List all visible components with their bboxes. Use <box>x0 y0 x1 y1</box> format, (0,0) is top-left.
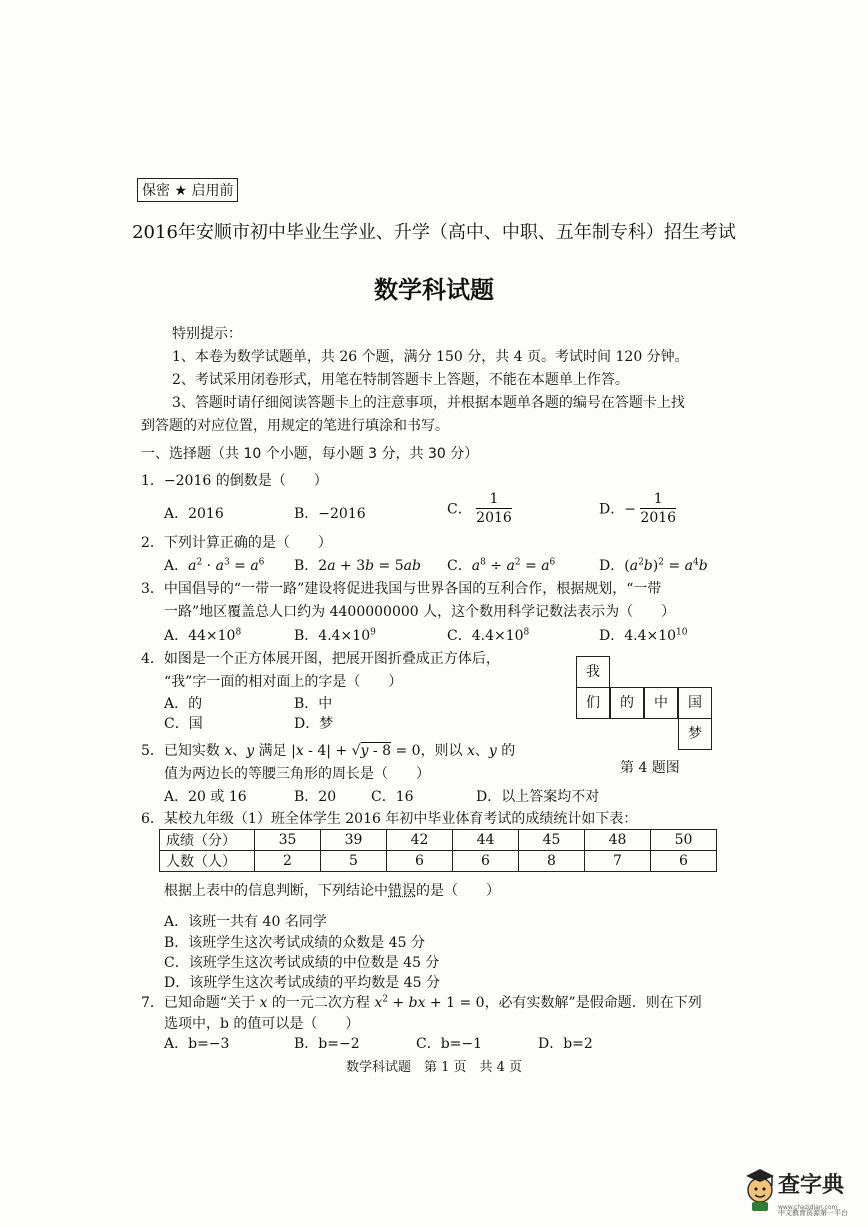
q3-option-d: D．$4.4\times 10^{10}$ <box>599 627 688 644</box>
table-cell: 6 <box>387 851 453 872</box>
q2-option-a: A．$a^2 \cdot a^3 = a^6$ <box>164 557 265 574</box>
q7-option-a: A．b=−3 <box>164 1036 230 1052</box>
table-cell: 48 <box>585 830 651 851</box>
watermark-logo <box>744 1164 854 1216</box>
question-6-stem: 6．某校九年级（1）班全体学生 2016 年初中毕业体育考试的成绩统计如下表： <box>141 811 638 827</box>
table-row <box>160 830 717 851</box>
exam-title: 2016年安顺市初中毕业生学业、升学（高中、中职、五年制专科）招生考试 <box>132 222 736 243</box>
confidential-label: 保密 ★ 启用前 <box>137 178 238 202</box>
q3-option-c: C．$4.4\times 10^8$ <box>447 627 530 644</box>
table-cell: 6 <box>651 851 717 872</box>
question-7-stem: 7．已知命题“关于 x 的一元二次方程 $x^2$ + bx + 1 = 0，必有实数解”是假命题．则在下列 <box>141 994 702 1011</box>
tip-item: 3、答题时请仔细阅读答题卡上的注意事项，并根据本题单各题的编号在答题卡上找 <box>172 395 685 411</box>
section-heading: 一、选择题（共 10 个小题，每小题 3 分，共 30 分） <box>141 446 479 462</box>
cube-face: 的 <box>610 687 644 719</box>
table-cell: 45 <box>519 830 585 851</box>
q7-option-d: D．b=2 <box>538 1036 593 1052</box>
cube-face: 我 <box>576 656 610 688</box>
page-footer: 数学科试题 第 1 页 共 4 页 <box>345 1060 523 1075</box>
table-cell: 8 <box>519 851 585 872</box>
table-cell: 5 <box>321 851 387 872</box>
table-row <box>160 851 717 872</box>
q5-option-a: A．20 或 16 <box>164 789 247 805</box>
question-4-stem-cont: “我”字一面的相对面上的字是（ ） <box>164 674 403 690</box>
watermark-subtitle: 中文教育资源第一平台 <box>778 1209 848 1217</box>
question-5-stem-cont: 值为两边长的等腰三角形的周长是（ ） <box>164 766 430 782</box>
score-table <box>159 829 717 872</box>
cube-face: 中 <box>644 687 678 719</box>
tip-item: 2、考试采用闭卷形式，用笔在特制答题卡上答题，不能在本题单上作答。 <box>172 372 629 388</box>
cube-face: 梦 <box>678 718 712 750</box>
q6-option-a: A．该班一共有 40 名同学 <box>164 914 327 930</box>
q3-option-a: A．$44\times 10^8$ <box>164 627 242 644</box>
q1-option-b: B．−2016 <box>294 506 366 522</box>
watermark-url: www.chazidian.com <box>778 1204 838 1211</box>
q2-option-d: D．$(a^2b)^2 = a^4b$ <box>599 557 708 574</box>
mascot-icon <box>744 1164 776 1212</box>
q5-option-d: D．以上答案均不对 <box>476 789 600 805</box>
q1-option-a: A．2016 <box>164 506 224 522</box>
q1-option-d: D．− $\frac{1}{2016}$ <box>599 491 677 526</box>
tips-heading: 特别提示： <box>172 326 242 342</box>
q6-option-d: D．该班学生这次考试成绩的平均数是 45 分 <box>164 975 440 991</box>
q5-option-b: B．20 <box>294 789 337 805</box>
q1-option-c: C． $\frac{1}{2016}$ <box>447 491 512 526</box>
q6-option-c: C．该班学生这次考试成绩的中位数是 45 分 <box>164 955 440 971</box>
question-7-stem-cont: 选项中，b 的值可以是（ ） <box>164 1016 360 1032</box>
question-3-stem: 3．中国倡导的“一带一路”建设将促进我国与世界各国的互利合作，根据规划，“一带 <box>141 581 662 597</box>
q5-option-c: C．16 <box>371 789 414 805</box>
question-3-stem-cont: 一路”地区覆盖总人口约为 4400000000 人，这个数用科学记数法表示为（ ） <box>164 604 676 620</box>
table-header-cell: 成绩（分） <box>160 830 255 851</box>
q2-option-b: B．2a + 3b = 5ab <box>294 558 421 574</box>
q6-option-b: B．该班学生这次考试成绩的众数是 45 分 <box>164 935 426 951</box>
figure-caption: 第 4 题图 <box>620 760 680 776</box>
question-1-stem: 1．−2016 的倒数是（ ） <box>141 473 328 489</box>
question-2-stem: 2．下列计算正确的是（ ） <box>141 535 332 551</box>
q3-option-b: B．$4.4\times 10^9$ <box>294 627 376 644</box>
watermark-brand: 查字典 <box>778 1173 845 1198</box>
q4-option-c: C．国 <box>164 716 203 732</box>
table-cell: 7 <box>585 851 651 872</box>
table-cell: 44 <box>453 830 519 851</box>
table-cell: 39 <box>321 830 387 851</box>
q7-option-b: B．b=−2 <box>294 1036 360 1052</box>
q7-option-c: C．b=−1 <box>416 1036 483 1052</box>
cube-face: 国 <box>678 687 712 719</box>
table-header-cell: 人数（人） <box>160 851 255 872</box>
q2-option-c: C．$a^8 \div a^2 = a^6$ <box>447 557 556 574</box>
tip-item: 到答题的对应位置，用规定的笔进行填涂和书写。 <box>141 418 449 434</box>
table-cell: 42 <box>387 830 453 851</box>
cube-face: 们 <box>576 687 610 719</box>
tip-item: 1、本卷为数学试题单，共 26 个题，满分 150 分，共 4 页。考试时间 120 分钟。 <box>172 349 689 365</box>
q4-option-b: B．中 <box>294 696 333 712</box>
table-cell: 35 <box>255 830 321 851</box>
table-cell: 50 <box>651 830 717 851</box>
question-4-stem: 4．如图是一个正方体展开图，把展开图折叠成正方体后， <box>141 651 500 667</box>
subject-title: 数学科试题 <box>374 276 494 304</box>
question-5-stem: 5．已知实数 x、y 满足 |x - 4| + √y - 8 = 0，则以 x、y 的 <box>141 743 516 759</box>
q4-option-a: A．的 <box>164 696 203 712</box>
table-cell: 6 <box>453 851 519 872</box>
question-6-prompt: 根据上表中的信息判断，下列结论中错误的是（ ） <box>164 883 500 899</box>
table-cell: 2 <box>255 851 321 872</box>
q4-option-d: D．梦 <box>294 716 334 732</box>
